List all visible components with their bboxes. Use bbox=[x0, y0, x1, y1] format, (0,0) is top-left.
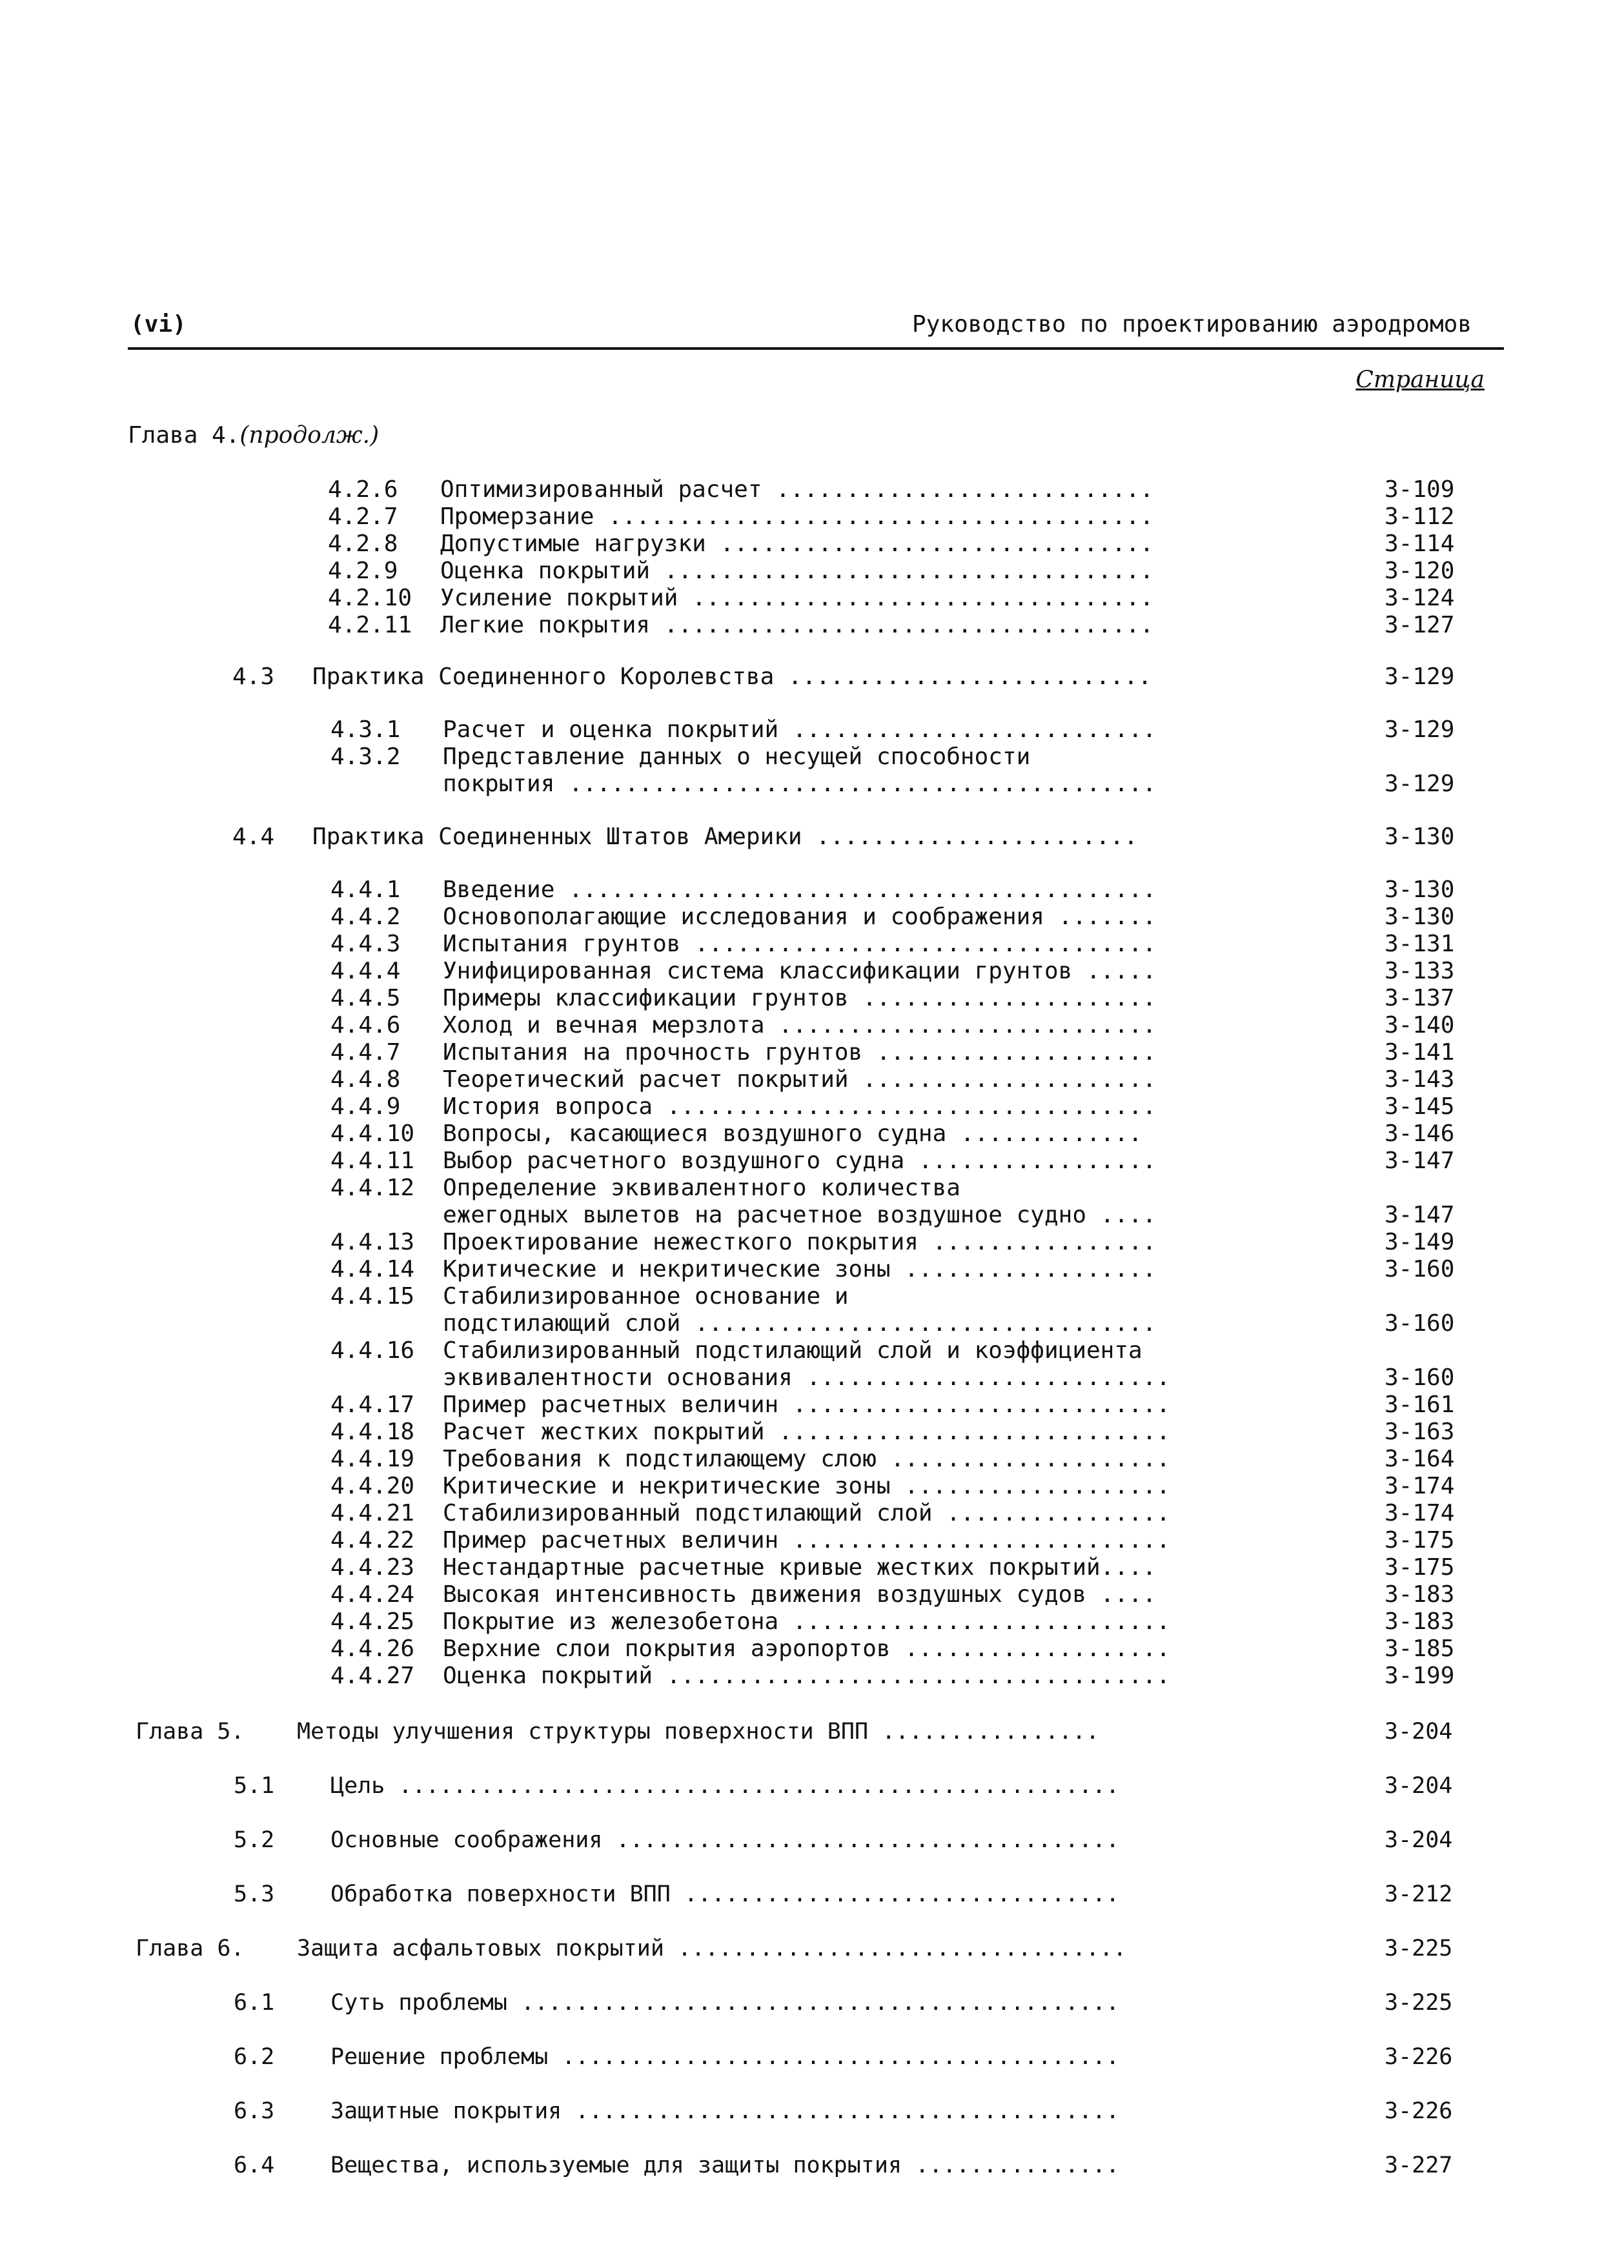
toc-entry-title: Покрытие из железобетона ........................... bbox=[443, 1608, 1171, 1635]
toc-entry-page: 3-163 bbox=[1385, 1419, 1455, 1445]
toc-entry-title: Требования к подстилающему слою .................... bbox=[443, 1446, 1171, 1472]
toc-entry-title: эквивалентности основания .......................... bbox=[443, 1364, 1171, 1391]
toc-entry-title: Вещества, используемые для защиты покрытия ............... bbox=[330, 2152, 1120, 2178]
toc-entry-page: 3-130 bbox=[1385, 824, 1455, 850]
toc-entry bbox=[0, 1527, 1624, 1554]
toc-entry-number: 4.4.15 bbox=[330, 1283, 415, 1310]
toc-entry-number: 4.4.26 bbox=[330, 1635, 415, 1662]
toc-entry bbox=[0, 931, 1624, 958]
toc-entry bbox=[0, 1635, 1624, 1663]
toc-entry-page: 3-161 bbox=[1385, 1392, 1455, 1418]
toc-entry-page: 3-174 bbox=[1385, 1500, 1455, 1526]
toc-entry bbox=[0, 1229, 1624, 1256]
toc-entry-number: 4.4.18 bbox=[330, 1419, 415, 1445]
chapter-label: Глава 4. bbox=[128, 422, 240, 449]
toc-entry-page: 3-114 bbox=[1385, 531, 1455, 557]
document-title: Руководство по проектированию аэродромов bbox=[912, 311, 1472, 338]
toc-entry-title: ежегодных вылетов на расчетное воздушное судно .... bbox=[443, 1202, 1157, 1228]
toc-entry-number: 4.4.16 bbox=[330, 1337, 415, 1364]
toc-entry-page: 3-204 bbox=[1385, 1827, 1453, 1853]
toc-entry-page: 3-160 bbox=[1385, 1310, 1455, 1337]
toc-entry-page: 3-174 bbox=[1385, 1473, 1455, 1499]
toc-entry-number: 4.4.7 bbox=[330, 1039, 401, 1066]
toc-entry-number: 6.1 bbox=[234, 1990, 275, 2016]
toc-entry-page: 3-199 bbox=[1385, 1663, 1455, 1689]
toc-entry-page: 3-143 bbox=[1385, 1066, 1455, 1093]
toc-entry-number: 4.4.13 bbox=[330, 1229, 415, 1255]
toc-entry-title: Теоретический расчет покрытий ..................... bbox=[443, 1066, 1157, 1093]
toc-entry bbox=[0, 503, 1624, 531]
toc-entry-page: 3-212 bbox=[1385, 1881, 1453, 1907]
toc-entry-number: 4.4.24 bbox=[330, 1581, 415, 1608]
toc-entry-page: 3-147 bbox=[1385, 1202, 1455, 1228]
toc-entry-title: Высокая интенсивность движения воздушных судов .... bbox=[443, 1581, 1157, 1608]
toc-entry-title: Нестандартные расчетные кривые жестких покрытий.... bbox=[443, 1554, 1157, 1581]
toc-entry bbox=[0, 1554, 1624, 1581]
toc-entry-page: 3-141 bbox=[1385, 1039, 1455, 1066]
toc-entry-title: Пример расчетных величин ........................... bbox=[443, 1392, 1171, 1418]
toc-entry-title: История вопроса ................................... bbox=[443, 1093, 1157, 1120]
toc-entry-title: Проектирование нежесткого покрытия ................ bbox=[443, 1229, 1157, 1255]
toc-entry bbox=[0, 1827, 1624, 1854]
toc-entry-page: 3-225 bbox=[1385, 1936, 1453, 1961]
toc-entry-page: 3-227 bbox=[1385, 2152, 1453, 2178]
toc-entry-number: 4.3.2 bbox=[330, 744, 401, 770]
toc-entry-title: Решение проблемы ......................................... bbox=[330, 2044, 1120, 2070]
toc-entry bbox=[0, 1039, 1624, 1066]
toc-entry-title: Основные соображения ..................................... bbox=[330, 1827, 1120, 1853]
toc-entry-number: 5.1 bbox=[234, 1773, 275, 1799]
toc-entry bbox=[0, 1012, 1624, 1039]
toc-entry-number: 4.4.22 bbox=[330, 1527, 415, 1554]
toc-entry bbox=[0, 1419, 1624, 1446]
toc-entry-number: 4.4.8 bbox=[330, 1066, 401, 1093]
toc-entry-title: Примеры классификации грунтов ..................... bbox=[443, 985, 1157, 1011]
toc-entry-page: 3-145 bbox=[1385, 1093, 1455, 1120]
toc-entry bbox=[0, 612, 1624, 639]
toc-entry bbox=[0, 1446, 1624, 1473]
toc-entry-number: 4.4.17 bbox=[330, 1392, 415, 1418]
toc-entry-page: 3-164 bbox=[1385, 1446, 1455, 1472]
toc-entry bbox=[0, 663, 1624, 691]
toc-entry-title: Легкие покрытия ................................... bbox=[440, 612, 1154, 638]
toc-entry-title: Суть проблемы ............................................ bbox=[330, 1990, 1120, 2016]
page-column-label: Страница bbox=[1355, 367, 1485, 393]
toc-entry-number: 4.2.8 bbox=[328, 531, 398, 557]
toc-entry-title: Практика Соединенных Штатов Америки ....................... bbox=[312, 824, 1138, 850]
toc-entry bbox=[0, 716, 1624, 744]
toc-entry-title: Верхние слои покрытия аэропортов ................... bbox=[443, 1635, 1171, 1662]
toc-entry-number: 4.4.3 bbox=[330, 931, 401, 957]
toc-entry-number: Глава 5. bbox=[136, 1719, 245, 1745]
toc-entry-title: Расчет жестких покрытий ............................ bbox=[443, 1419, 1171, 1445]
toc-entry-title: покрытия .......................................... bbox=[443, 771, 1157, 797]
toc-entry-title: Защитные покрытия ........................................ bbox=[330, 2098, 1120, 2124]
toc-entry-number: 4.4.21 bbox=[330, 1500, 415, 1526]
toc-entry-number: 6.3 bbox=[234, 2098, 275, 2124]
toc-entry-page: 3-160 bbox=[1385, 1364, 1455, 1391]
toc-entry-number: 4.4.23 bbox=[330, 1554, 415, 1581]
toc-entry-number: 4.2.6 bbox=[328, 476, 398, 503]
toc-entry-page: 3-185 bbox=[1385, 1635, 1455, 1662]
toc-entry-number: 5.2 bbox=[234, 1827, 275, 1853]
toc-entry-title: Испытания на прочность грунтов .................... bbox=[443, 1039, 1157, 1066]
toc-entry-number: 4.4.6 bbox=[330, 1012, 401, 1038]
toc-entry-page: 3-112 bbox=[1385, 503, 1455, 530]
toc-entry bbox=[0, 1989, 1624, 2016]
toc-entry-title: Стабилизированный подстилающий слой ................ bbox=[443, 1500, 1171, 1526]
toc-entry bbox=[0, 558, 1624, 585]
toc-entry-title: Оценка покрытий ................................... bbox=[440, 558, 1154, 584]
chapter-note: (продолж.) bbox=[239, 422, 380, 449]
toc-entry-number: 4.4.2 bbox=[330, 904, 401, 930]
toc-entry-title: Цель ..................................................... bbox=[330, 1773, 1120, 1799]
toc-entry bbox=[0, 1364, 1624, 1392]
toc-entry bbox=[0, 1772, 1624, 1799]
toc-entry-number: 4.2.9 bbox=[328, 558, 398, 584]
toc-entry-number: 4.3 bbox=[232, 663, 275, 690]
toc-entry-page: 3-124 bbox=[1385, 585, 1455, 611]
toc-entry-page: 3-149 bbox=[1385, 1229, 1455, 1255]
toc-entry bbox=[0, 958, 1624, 985]
toc-entry-number: 4.4.12 bbox=[330, 1175, 415, 1201]
toc-entry bbox=[0, 2043, 1624, 2071]
toc-entry-number: 4.2.11 bbox=[328, 612, 412, 638]
toc-entry-title: Критические и некритические зоны ................... bbox=[443, 1473, 1171, 1499]
toc-entry-title: Представление данных о несущей способности bbox=[443, 744, 1031, 770]
toc-entry-page: 3-160 bbox=[1385, 1256, 1455, 1282]
toc-entry-title: Критические и некритические зоны .................. bbox=[443, 1256, 1157, 1282]
toc-entry bbox=[0, 744, 1624, 771]
toc-entry-title: Методы улучшения структуры поверхности ВПП ................ bbox=[297, 1719, 1100, 1745]
toc-entry bbox=[0, 1283, 1624, 1310]
toc-entry bbox=[0, 1093, 1624, 1120]
toc-entry bbox=[0, 904, 1624, 931]
toc-entry-title: Стабилизированный подстилающий слой и коэффициента bbox=[443, 1337, 1142, 1364]
toc-entry-page: 3-226 bbox=[1385, 2044, 1453, 2070]
toc-entry bbox=[0, 771, 1624, 798]
toc-entry-title: Расчет и оценка покрытий .......................... bbox=[443, 716, 1157, 743]
toc-entry-page: 3-146 bbox=[1385, 1120, 1455, 1147]
toc-entry-number: 4.4.4 bbox=[330, 958, 401, 984]
toc-entry-page: 3-183 bbox=[1385, 1608, 1455, 1635]
toc-entry bbox=[0, 1066, 1624, 1093]
toc-entry-page: 3-225 bbox=[1385, 1990, 1453, 2016]
toc-entry bbox=[0, 2098, 1624, 2125]
toc-entry-page: 3-133 bbox=[1385, 958, 1455, 984]
toc-entry-title: Практика Соединенного Королевства .......................... bbox=[312, 663, 1152, 690]
toc-entry-number: 4.4 bbox=[232, 824, 275, 850]
toc-entry-number: Глава 6. bbox=[136, 1936, 245, 1961]
toc-entry bbox=[0, 1473, 1624, 1500]
toc-entry-number: 6.4 bbox=[234, 2152, 275, 2178]
toc-entry-page: 3-130 bbox=[1385, 904, 1455, 930]
toc-entry-page: 3-183 bbox=[1385, 1581, 1455, 1608]
toc-entry bbox=[0, 1310, 1624, 1337]
running-header bbox=[128, 309, 1504, 350]
toc-entry-number: 4.4.11 bbox=[330, 1148, 415, 1174]
toc-entry-number: 5.3 bbox=[234, 1881, 275, 1907]
toc-entry-number: 4.4.19 bbox=[330, 1446, 415, 1472]
toc-entry-title: Определение эквивалентного количества bbox=[443, 1175, 960, 1201]
toc-entry-number: 4.2.10 bbox=[328, 585, 412, 611]
toc-entry-page: 3-129 bbox=[1385, 663, 1455, 690]
toc-entry-number: 4.4.20 bbox=[330, 1473, 415, 1499]
toc-entry-page: 3-204 bbox=[1385, 1773, 1453, 1799]
toc-entry-number: 4.4.14 bbox=[330, 1256, 415, 1282]
toc-entry-page: 3-204 bbox=[1385, 1719, 1453, 1745]
toc-entry bbox=[0, 1718, 1624, 1745]
toc-entry-page: 3-129 bbox=[1385, 716, 1455, 743]
toc-entry bbox=[0, 1581, 1624, 1608]
toc-entry-number: 4.4.25 bbox=[330, 1608, 415, 1635]
toc-entry bbox=[0, 1337, 1624, 1364]
toc-entry bbox=[0, 1663, 1624, 1690]
toc-entry-number: 4.2.7 bbox=[328, 503, 398, 530]
toc-entry-title: Стабилизированное основание и bbox=[443, 1283, 849, 1310]
toc-entry bbox=[0, 1392, 1624, 1419]
toc-entry-number: 4.4.9 bbox=[330, 1093, 401, 1120]
toc-entry-page: 3-175 bbox=[1385, 1554, 1455, 1581]
toc-entry-number: 4.4.1 bbox=[330, 876, 401, 903]
continued-chapter-heading bbox=[128, 422, 379, 449]
toc-entry-page: 3-120 bbox=[1385, 558, 1455, 584]
toc-entry-page: 3-131 bbox=[1385, 931, 1455, 957]
toc-entry-number: 4.4.10 bbox=[330, 1120, 415, 1147]
toc-entry-title: Унифицированная система классификации грунтов ..... bbox=[443, 958, 1157, 984]
toc-entry bbox=[0, 1881, 1624, 1908]
toc-entry bbox=[0, 1256, 1624, 1283]
toc-entry-number: 4.3.1 bbox=[330, 716, 401, 743]
toc-entry-page: 3-140 bbox=[1385, 1012, 1455, 1038]
toc-entry-page: 3-127 bbox=[1385, 612, 1455, 638]
toc-entry-page: 3-175 bbox=[1385, 1527, 1455, 1554]
toc-entry bbox=[0, 824, 1624, 851]
toc-entry-title: Защита асфальтовых покрытий ................................. bbox=[297, 1936, 1127, 1961]
toc-entry-title: Усиление покрытий ................................. bbox=[440, 585, 1154, 611]
toc-entry bbox=[0, 1120, 1624, 1148]
toc-entry-page: 3-226 bbox=[1385, 2098, 1453, 2124]
toc-entry bbox=[0, 1935, 1624, 1962]
toc-entry bbox=[0, 1608, 1624, 1635]
toc-entry-title: Обработка поверхности ВПП ................................ bbox=[330, 1881, 1120, 1907]
toc-entry-number: 4.4.27 bbox=[330, 1663, 415, 1689]
toc-entry-page: 3-137 bbox=[1385, 985, 1455, 1011]
toc-entry bbox=[0, 876, 1624, 904]
toc-entry bbox=[0, 1148, 1624, 1175]
toc-entry bbox=[0, 1175, 1624, 1202]
toc-entry bbox=[0, 1500, 1624, 1527]
toc-entry-title: Оценка покрытий .................................... bbox=[443, 1663, 1171, 1689]
toc-entry-title: Допустимые нагрузки ............................... bbox=[440, 531, 1154, 557]
toc-entry-title: Промерзание ....................................... bbox=[440, 503, 1154, 530]
toc-entry bbox=[0, 585, 1624, 612]
toc-entry-number: 6.2 bbox=[234, 2044, 275, 2070]
toc-entry-title: подстилающий слой ................................. bbox=[443, 1310, 1157, 1337]
page-label: (vi) bbox=[130, 311, 187, 338]
toc-entry-page: 3-147 bbox=[1385, 1148, 1455, 1174]
toc-entry-title: Введение .......................................... bbox=[443, 876, 1157, 903]
toc-entry-title: Выбор расчетного воздушного судна ................. bbox=[443, 1148, 1157, 1174]
toc-entry-number: 4.4.5 bbox=[330, 985, 401, 1011]
toc-entry bbox=[0, 2152, 1624, 2179]
toc-entry-title: Пример расчетных величин ........................... bbox=[443, 1527, 1171, 1554]
toc-entry-title: Вопросы, касающиеся воздушного судна ............. bbox=[443, 1120, 1142, 1147]
toc-entry bbox=[0, 1202, 1624, 1229]
toc-entry bbox=[0, 476, 1624, 503]
toc-entry bbox=[0, 531, 1624, 558]
toc-entry-page: 3-109 bbox=[1385, 476, 1455, 503]
toc-entry-title: Оптимизированный расчет ........................... bbox=[440, 476, 1154, 503]
toc-entry-page: 3-129 bbox=[1385, 771, 1455, 797]
toc-entry-title: Испытания грунтов ................................. bbox=[443, 931, 1157, 957]
toc-entry-title: Основополагающие исследования и соображения ....... bbox=[443, 904, 1157, 930]
toc-entry-title: Холод и вечная мерзлота ........................... bbox=[443, 1012, 1157, 1038]
toc-entry-page: 3-130 bbox=[1385, 876, 1455, 903]
toc-entry bbox=[0, 985, 1624, 1012]
